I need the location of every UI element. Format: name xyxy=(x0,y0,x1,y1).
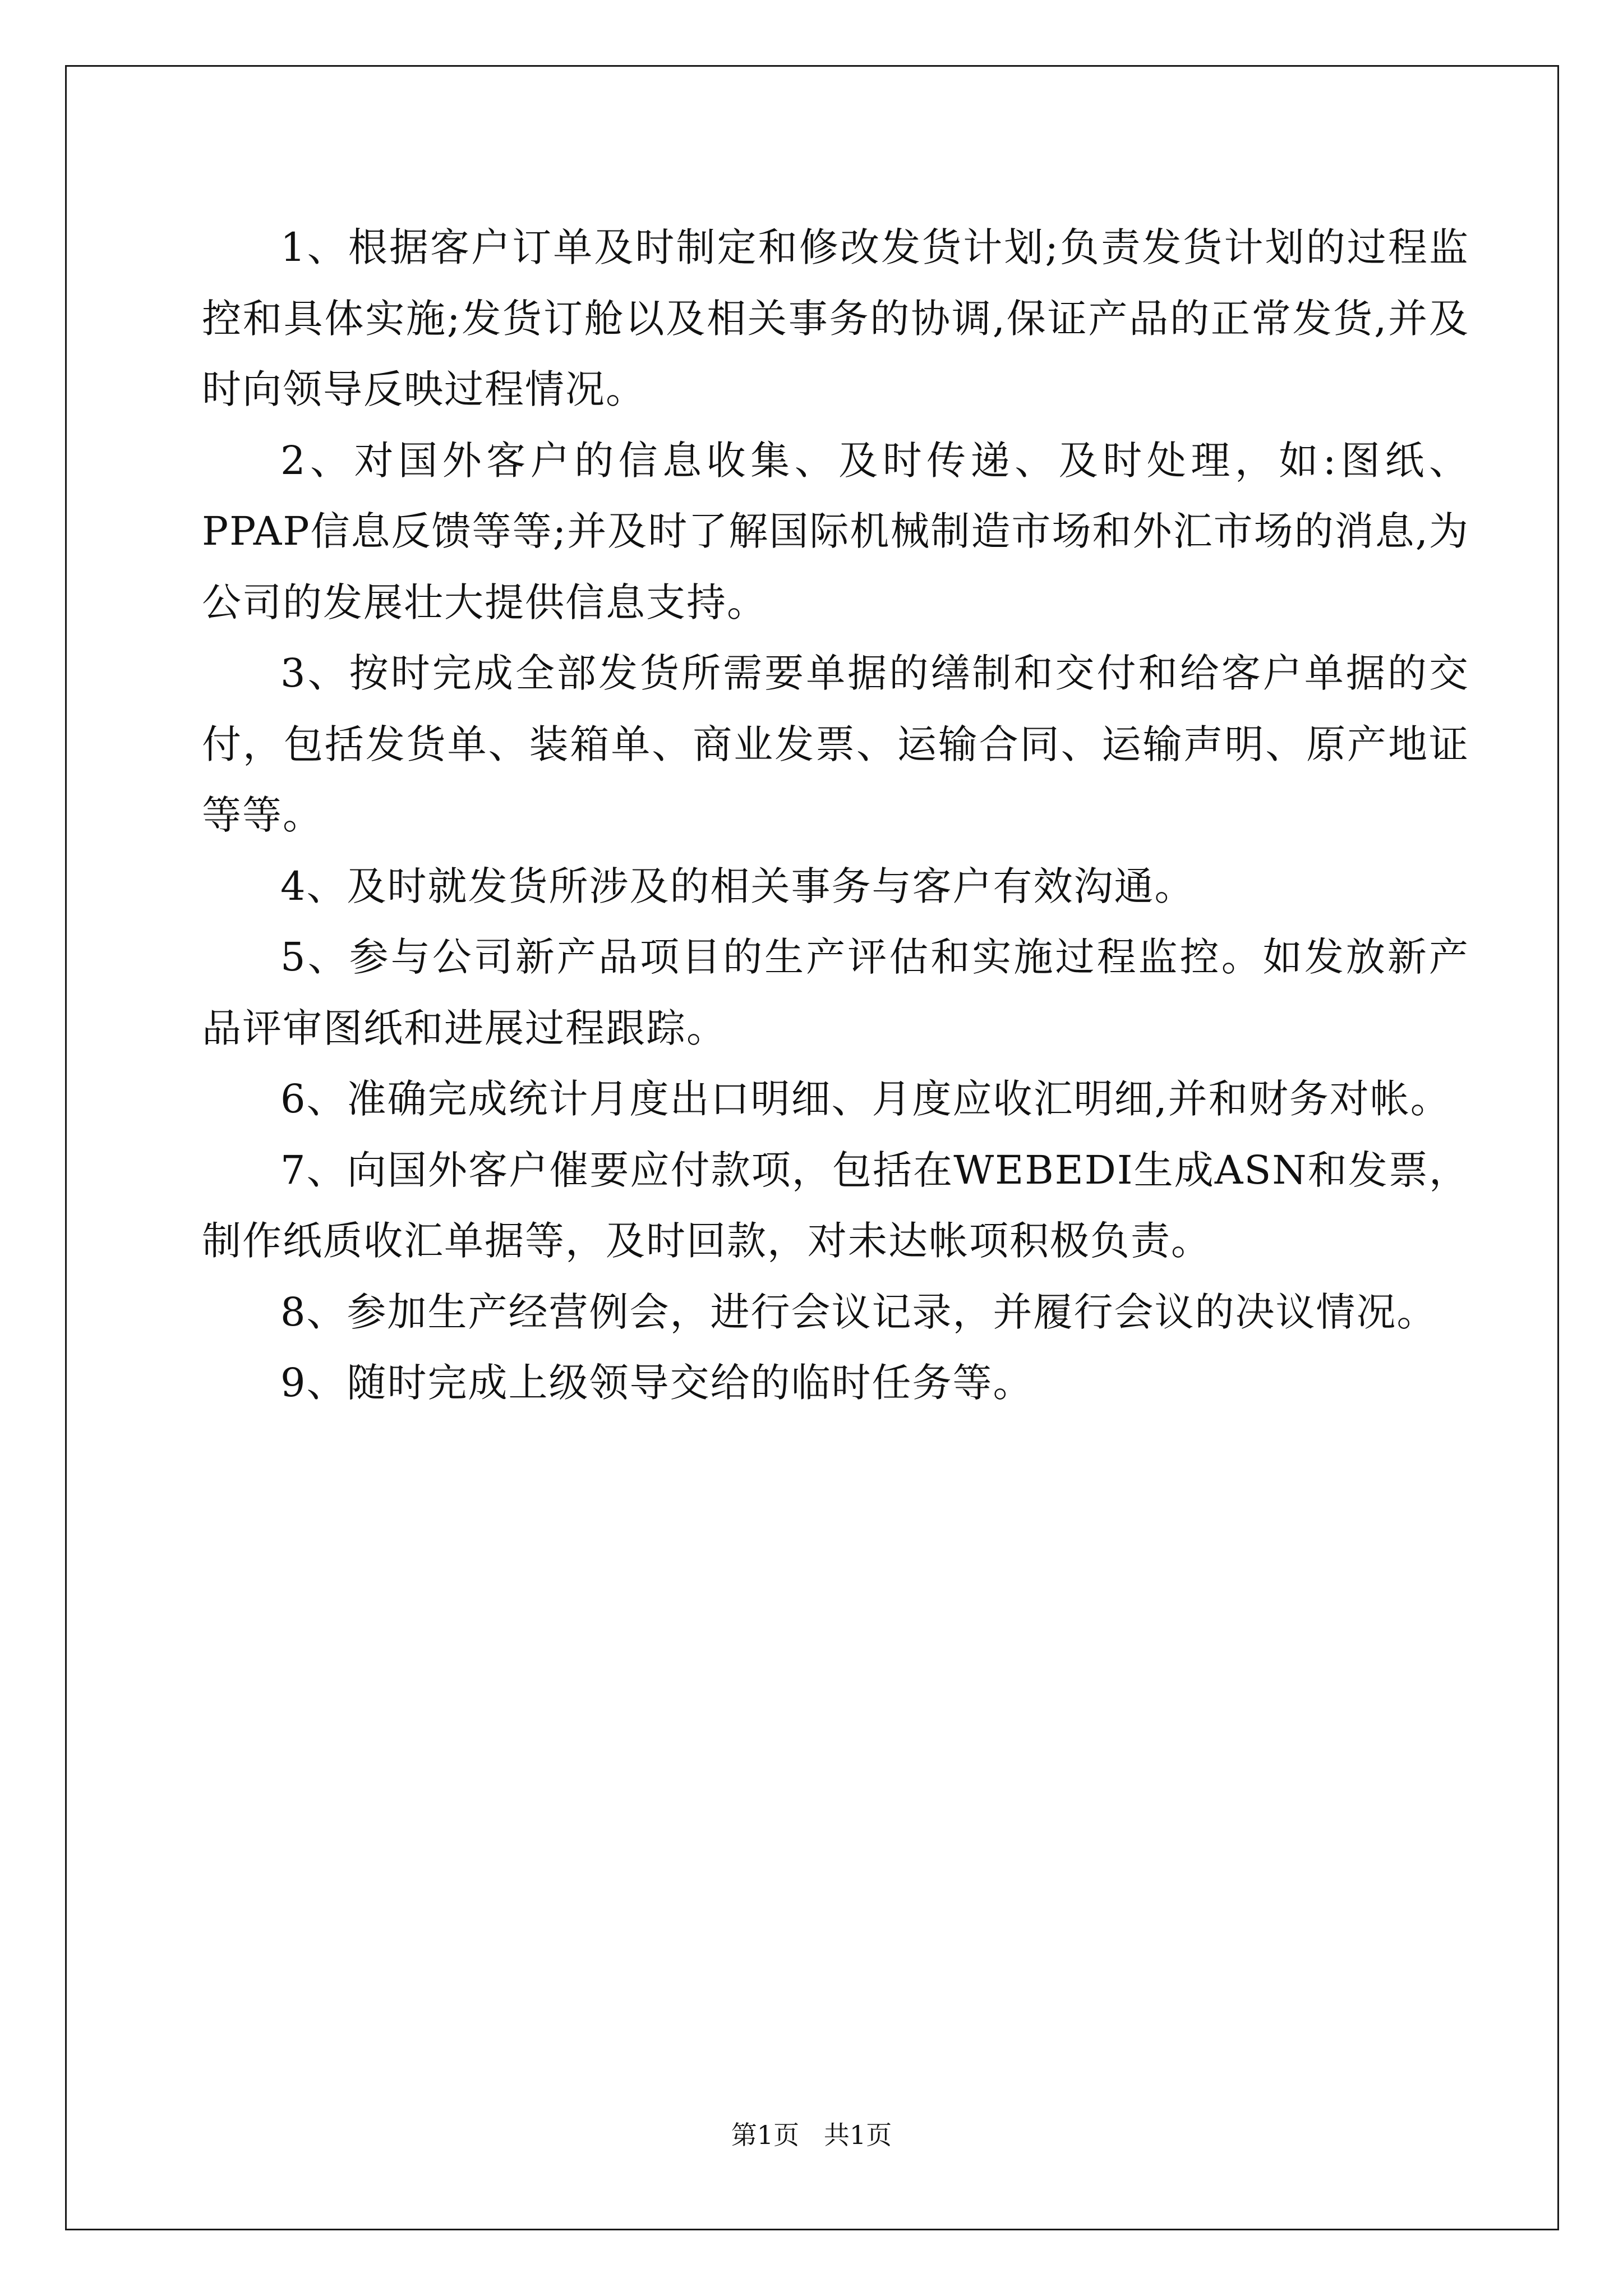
document-body xyxy=(202,212,1469,1419)
page-number-footer: 第1页 共1页 xyxy=(731,2120,892,2150)
paragraph-9: 9、随时完成上级领导交给的临时任务等。 xyxy=(280,1360,1034,1406)
paragraph-8: 8、参加生产经营例会，进行会议记录，并履行会议的决议情况。 xyxy=(280,1289,1437,1335)
paragraph-2: 2、对国外客户的信息收集、及时传递、及时处理，如:图纸、PPAP信息反馈等等;并及时了解国际机械制造市场和外汇市场的消息,为公司的发展壮大提供信息支持。 xyxy=(202,437,1469,625)
paragraph-7: 7、向国外客户催要应付款项，包括在WEBEDI生成ASN和发票，制作纸质收汇单据等，及时回款，对未达帐项积极负责。 xyxy=(202,1147,1469,1264)
paragraph-5: 5、参与公司新产品项目的生产评估和实施过程监控。如发放新产品评审图纸和进展过程跟踪。 xyxy=(202,934,1469,1051)
paragraph-1: 1、根据客户订单及时制定和修改发货计划;负责发货计划的过程监控和具体实施;发货订舱以及相关事务的协调,保证产品的正常发货,并及时向领导反映过程情况。 xyxy=(202,224,1469,412)
paragraph-4: 4、及时就发货所涉及的相关事务与客户有效沟通。 xyxy=(280,863,1195,909)
paragraph-3: 3、按时完成全部发货所需要单据的缮制和交付和给客户单据的交付，包括发货单、装箱单、商业发票、运输合同、运输声明、原产地证等等。 xyxy=(202,650,1469,838)
paragraph-6: 6、准确完成统计月度出口明细、月度应收汇明细,并和财务对帐。 xyxy=(280,1076,1451,1122)
